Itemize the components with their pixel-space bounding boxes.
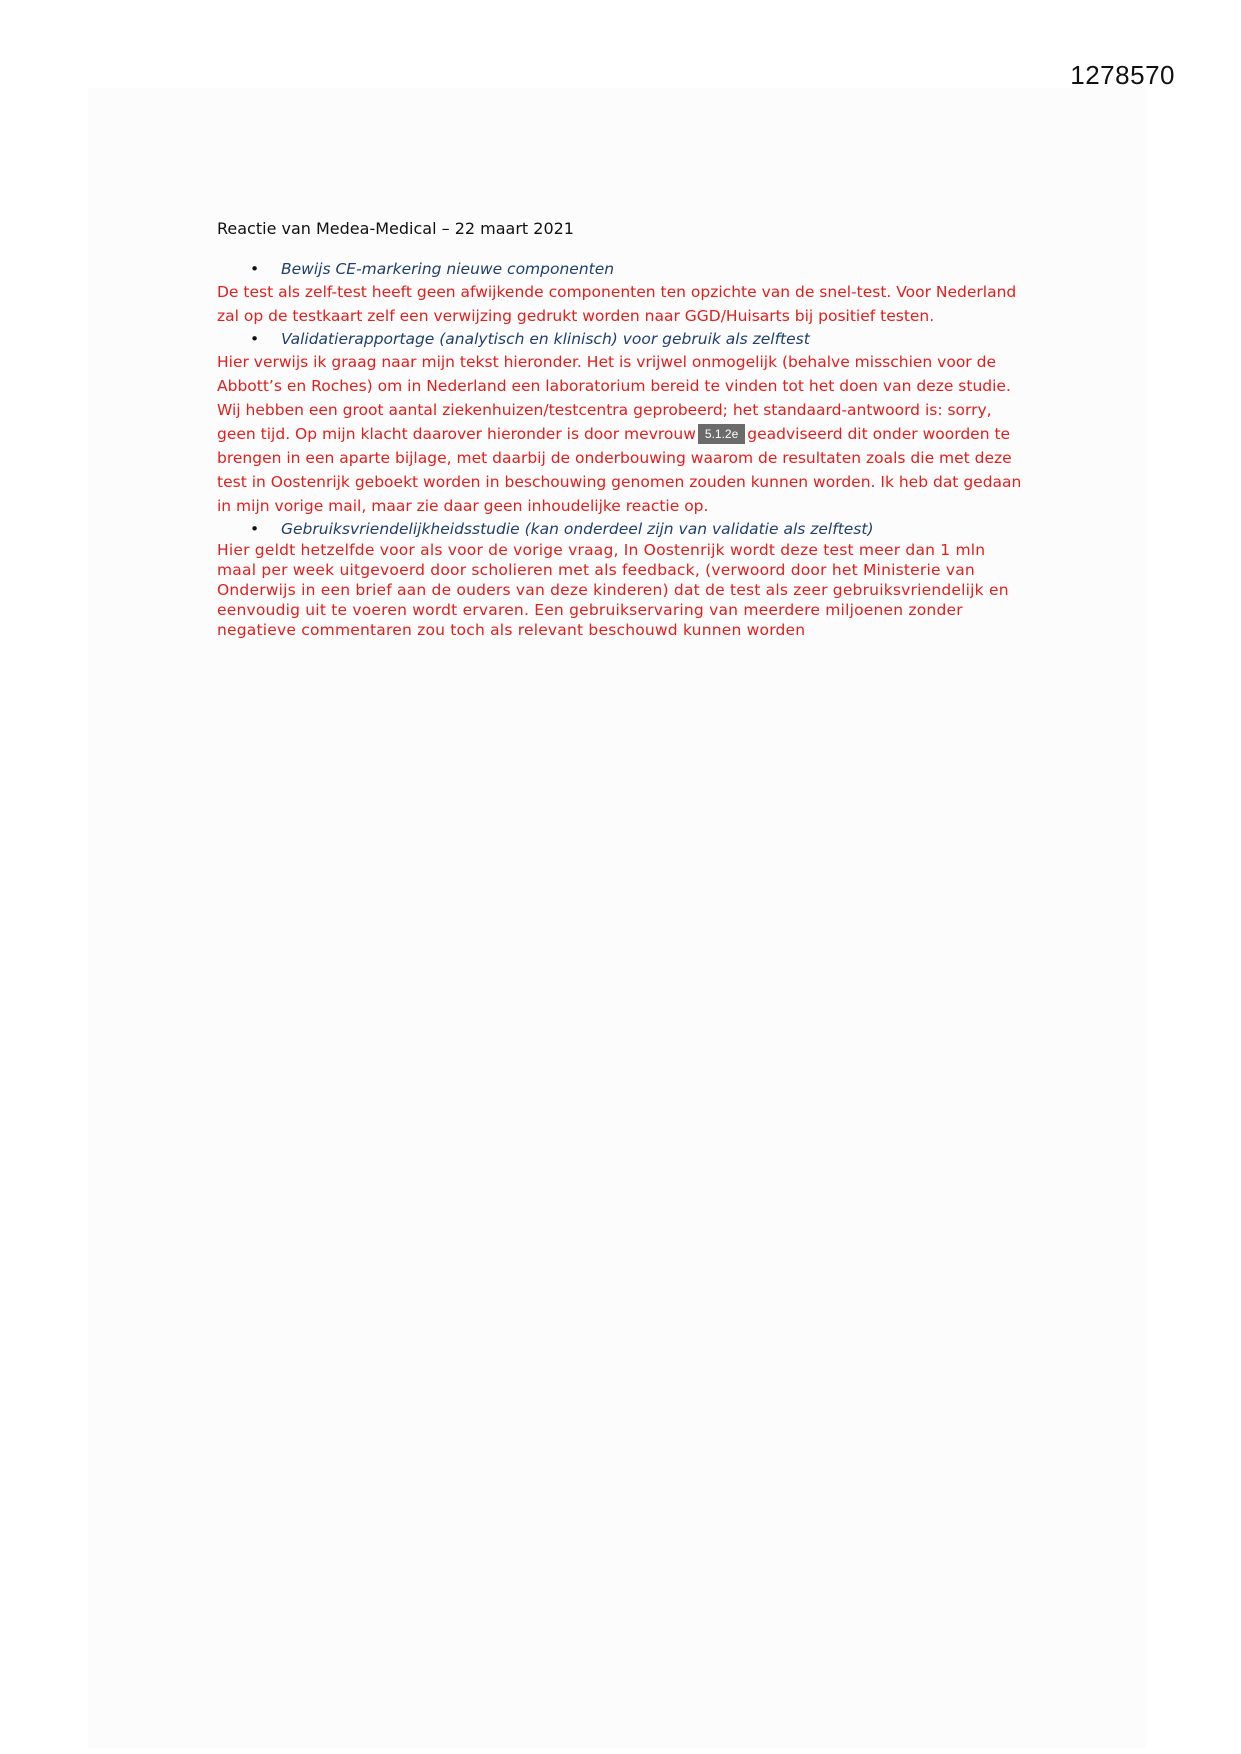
bullet-item-validation-report [217,328,1027,350]
bullet-dot-icon: • [250,260,260,278]
redaction-box: 5.1.2e [698,424,745,444]
bullet-dot-icon: • [250,330,260,348]
document-heading: Reactie van Medea-Medical – 22 maart 2021 [217,219,574,238]
bullet-label: Bewijs CE-markering nieuwe componenten [281,260,615,278]
bullet-label: Gebruiksvriendelijkheidsstudie (kan onderdeel zijn van validatie als zelftest) [281,520,874,538]
bullet-item-ce-marking [217,258,1027,280]
bullet-item-usability-study [217,518,1027,540]
answer-paragraph-usability-study: Hier geldt hetzelfde voor als voor de vorige vraag, In Oostenrijk wordt deze test meer dan 1 mln maal per week uitgevoerd door scholieren met als feedback, (verwoord door het Ministerie van Onderwijs in een brief aan de ouders van deze kinderen) dat de test als zeer gebruiksvriendelijk en eenvoudig uit te voeren wordt ervaren. Een gebruikservaring van meerdere miljoenen zonder negatieve commentaren zou toch als relevant beschouwd kunnen worden [217,541,1009,639]
document-number: 1278570 [1070,60,1175,90]
answer-paragraph-ce-marking: De test als zelf-test heeft geen afwijkende componenten ten opzichte van de snel-test. Voor Nederland zal op de testkaart zelf een verwijzing gedrukt worden naar GGD/Huisarts bij positief testen. [217,283,1017,325]
answer-text-part-1: Hier verwijs ik graag naar mijn tekst hieronder. Het is vrijwel onmogelijk (behalve misschien voor de Abbott’s en Roches) om in Nederland een laboratorium bereid te vinden tot het doen van deze studie. Wij hebben een groot aantal ziekenhuizen/testcentra geprobeerd; het standaard-antwoord is: sorry, geen tijd. Op mijn klacht daarover hieronder is door mevrouw [217,353,1011,443]
answer-text-part-2: geadviseerd dit onder woorden te brengen in een aparte bijlage, met daarbij de onderbouwing waarom de resultaten zoals die met deze test in Oostenrijk geboekt worden in beschouwing genomen zouden kunnen worden. Ik heb dat gedaan in mijn vorige mail, maar zie daar geen inhoudelijke reactie op. [217,425,1022,515]
document-body [217,218,1027,640]
bullet-label: Validatierapportage (analytisch en klinisch) voor gebruik als zelftest [281,330,810,348]
bullet-dot-icon: • [250,520,260,538]
answer-paragraph-validation-report [217,350,1027,518]
